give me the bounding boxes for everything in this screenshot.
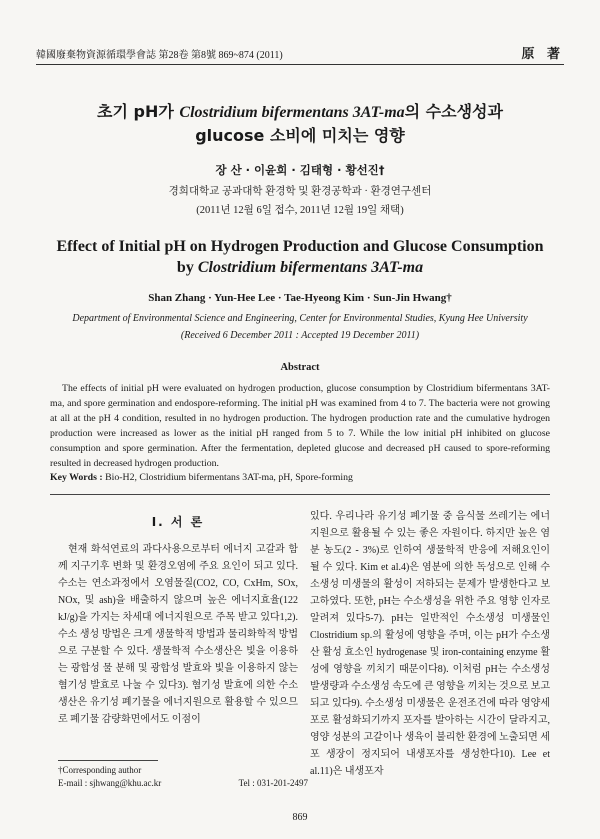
title-korean-line2: glucose 소비에 미치는 영향 bbox=[195, 126, 405, 145]
authors-english: Shan Zhang · Yun-Hee Lee · Tae-Hyeong Kim · Sun-Jin Hwang† bbox=[148, 292, 452, 304]
footnote bbox=[58, 764, 308, 790]
telephone: Tel : 031-201-2497 bbox=[238, 778, 308, 788]
running-header bbox=[36, 44, 564, 65]
affiliation-korean: 경희대학교 공과대학 환경학 및 환경공학과 · 환경연구센터 bbox=[168, 186, 432, 197]
abstract-divider bbox=[50, 494, 550, 495]
authors-korean: 장 산 · 이윤희 · 김태형 · 황선진† bbox=[215, 163, 385, 177]
keywords-text: Bio-H2, Clostridium bifermentans 3AT-ma, pH, Spore-forming bbox=[105, 472, 353, 483]
keywords-label: Key Words : bbox=[50, 472, 106, 483]
page-number: 869 bbox=[292, 812, 308, 823]
title-english-line1: Effect of Initial pH on Hydrogen Production and Glucose Consumption bbox=[56, 238, 544, 255]
keywords bbox=[50, 472, 550, 483]
dates-korean: (2011년 12월 6일 접수, 2011년 12월 19일 채택) bbox=[196, 205, 404, 216]
contact-line bbox=[58, 777, 308, 790]
footnote-divider bbox=[58, 760, 158, 761]
title-korean-prefix: 초기 pH가 bbox=[97, 102, 180, 121]
intro-paragraph-left: 현재 화석연료의 과다사용으로부터 에너지 고갈과 함께 지구기후 변화 및 환경오염에 주요 요인이 되고 있다. 수소는 연소과정에서 오염물질(CO2, CO, CxHm, SOx, NOx, 및 ash)을 배출하지 않으며 높은 에너지효율(122 kJ/g)을 가지는 차세대 에너지원으로 주목 받고 있다1,2). 수소 생성 방법은 크게 생물학적 방법과 물리화학적 방법으로 구분할 수 있다. 생물학적 수소생산은 빛을 이용하는 광합성 물 분해 및 광합성 발효와 빛을 이용하지 않는 혐기성 발효로 나눌 수 있다3). 혐기성 발효에 의한 수소생산은 유기성 폐기물을 에너지원으로 활용할 수 있으므로 폐기물 감량화면에서도 이점이 bbox=[58, 544, 298, 725]
title-korean bbox=[40, 100, 560, 147]
title-korean-organism: Clostridium bifermentans 3AT-ma bbox=[179, 104, 405, 121]
email: E-mail : sjhwang@khu.ac.kr bbox=[58, 778, 162, 788]
corresponding-author: †Corresponding author bbox=[58, 765, 142, 775]
abstract-text: The effects of initial pH were evaluated on hydrogen production, glucose consumption by Clostridium bifermentans 3AT-ma, and spore germination and endospore-reforming. The initial pH was examined from 4 to 7. The bacteria were not growing at all at the pH 4 condition, resulted in no hydrogen production. The hydrogen production rate and the cumulative hydrogen production were increased as lower as the initial pH ranged from 5 to 7. While the low initial pH inhibited on glucose consumption and spore germination. After the fermentation, depleted glucose and decreased pH caused to spore-reforming resulted in decreased hydrogen production. bbox=[50, 383, 550, 469]
title-korean-suffix: 의 수소생성과 bbox=[404, 102, 503, 121]
title-english bbox=[30, 236, 570, 278]
title-english-organism: Clostridium bifermentans 3AT-ma bbox=[197, 259, 424, 276]
journal-citation: 韓國廢棄物資源循環學會誌 第28卷 第8號 869~874 (2011) bbox=[36, 50, 283, 61]
article-type: 原 著 bbox=[521, 47, 564, 62]
column-left bbox=[58, 508, 298, 728]
intro-paragraph-right: 있다. 우리나라 유기성 폐기물 중 음식물 쓰레기는 에너지원으로 활용될 수 있는 좋은 자원이다. 하지만 높은 염분 농도(2 - 3%)로 인하여 생물학적 반응에 저해요인이 될 수 있다. Kim et al.4)은 염분에 의한 독성으로 인해 수소생성 미생물의 활성이 저하되는 문제가 발생한다고 보고하였다. 또한, pH는 수소생성을 위한 주요 영향 인자로 알려져 있다5-7). pH는 일반적인 수소생성 미생물인 Clostridium sp.의 활성에 영향을 주며, 이는 pH가 수소생산 활성 효소인 hydrogenase 및 iron-containing enzyme 활성에 영향을 끼치기 때문이다8). 이처럼 pH는 수소생성 발생량과 수소생성 속도에 큰 영향을 끼치는 것으로 보고되고 있다9). 수소생성 미생물은 운전조건에 따라 영양세포로 활성화되기까지 포자를 발아하는 시간이 달라지고, 영양 성분의 고갈이나 생육이 불리한 환경에 노출되면 세포 생장이 정지되어 내생포자를 생성한다10). Lee et al.11)은 내생포자 bbox=[310, 511, 550, 777]
column-right bbox=[310, 508, 550, 780]
section-heading-introduction: I. 서 론 bbox=[151, 515, 205, 529]
title-english-by: by bbox=[176, 259, 198, 276]
abstract-heading: Abstract bbox=[280, 362, 320, 373]
affiliation-english: Department of Environmental Science and Engineering, Center for Environmental Studies, Kyung Hee University bbox=[72, 313, 528, 324]
dates-english: (Received 6 December 2011 : Accepted 19 December 2011) bbox=[180, 330, 420, 341]
